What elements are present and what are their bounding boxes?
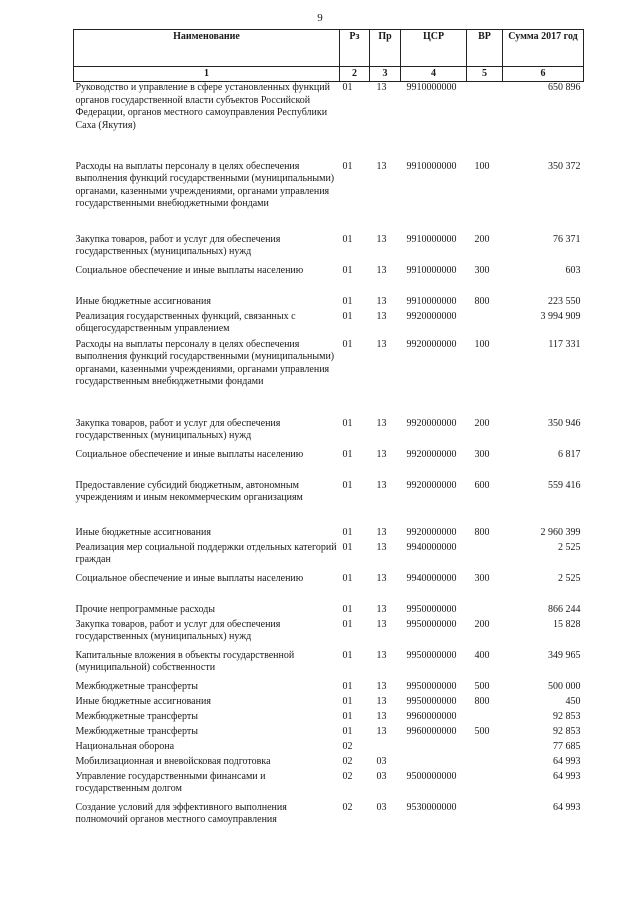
cell-name: Руководство и управление в сфере установленных функций органов государственной власти субъектов Российской Федерации, органов местного самоуправления Республики Саха (Якутия)	[75, 82, 330, 131]
cell-name: Закупка товаров, работ и услуг для обеспечения государственных (муниципальных) нужд	[75, 618, 281, 642]
cell-sum: 92 853	[553, 710, 581, 722]
table-row	[74, 418, 584, 449]
cell-pr: 13	[376, 160, 387, 172]
cell-rz: 01	[342, 310, 353, 322]
cell-rz: 02	[342, 801, 353, 813]
cell-name: Иные бюджетные ассигнования	[75, 695, 211, 707]
cell-sum: 64 993	[553, 801, 581, 813]
cell-name: Реализация мер социальной поддержки отдельных категорий граждан	[75, 541, 337, 565]
cell-vr: 200	[474, 618, 490, 630]
cell-pr: 13	[376, 572, 387, 584]
cell-sum: 117 331	[548, 338, 581, 350]
cell-pr: 13	[376, 82, 387, 93]
cell-rz: 01	[342, 710, 353, 722]
table-row	[74, 296, 584, 311]
table-row	[74, 339, 584, 418]
cell-rz: 01	[342, 695, 353, 707]
cell-vr: 200	[474, 233, 490, 245]
cell-name: Создание условий для эффективного выполнения полномочий органов местного самоуправления	[75, 801, 287, 825]
cell-csr: 9920000000	[406, 448, 457, 460]
cell-sum: 64 993	[553, 755, 581, 767]
cell-name: Закупка товаров, работ и услуг для обеспечения государственных (муниципальных) нужд	[75, 233, 281, 257]
cell-sum: 2 525	[558, 541, 581, 553]
cell-rz: 01	[342, 82, 353, 93]
table-row	[74, 619, 584, 650]
budget-table	[73, 29, 584, 833]
cell-vr: 200	[474, 417, 490, 429]
table-row	[74, 480, 584, 527]
cell-vr	[467, 604, 503, 619]
cell-sum: 500 000	[548, 680, 581, 692]
cell-name: Расходы на выплаты персоналу в целях обеспечения выполнения функций государственными (муниципальными) органами, казенными учреждениями, органами управления государственным внебюджетными фондами	[75, 338, 335, 387]
table-row	[74, 650, 584, 681]
column-number: 2	[340, 67, 370, 82]
cell-rz: 01	[342, 541, 353, 553]
cell-name: Межбюджетные трансферты	[75, 710, 198, 722]
cell-rz: 01	[342, 417, 353, 429]
cell-rz: 01	[342, 448, 353, 460]
table-row	[74, 82, 584, 161]
cell-name: Закупка товаров, работ и услуг для обеспечения государственных (муниципальных) нужд	[75, 417, 281, 441]
cell-pr: 13	[376, 295, 387, 307]
cell-csr: 9910000000	[406, 264, 457, 276]
table-row	[74, 726, 584, 741]
cell-vr	[467, 756, 503, 771]
cell-pr: 13	[376, 264, 387, 276]
cell-vr: 800	[474, 695, 490, 707]
cell-rz: 01	[342, 479, 353, 491]
cell-vr: 800	[474, 295, 490, 307]
table-row	[74, 573, 584, 604]
table-row	[74, 311, 584, 339]
cell-pr: 13	[376, 233, 387, 245]
cell-csr: 9950000000	[406, 680, 457, 692]
cell-name: Иные бюджетные ассигнования	[75, 526, 211, 538]
cell-vr: 100	[474, 160, 490, 172]
cell-rz: 01	[342, 233, 353, 245]
cell-pr: 13	[376, 710, 387, 722]
column-number: 6	[503, 67, 584, 82]
cell-csr: 9910000000	[406, 295, 457, 307]
cell-pr: 13	[376, 417, 387, 429]
cell-vr: 400	[474, 649, 490, 661]
cell-csr: 9950000000	[406, 649, 457, 661]
header-csr: ЦСР	[401, 30, 467, 67]
cell-vr: 300	[474, 448, 490, 460]
cell-csr: 9960000000	[406, 710, 457, 722]
cell-sum: 76 371	[553, 233, 581, 245]
cell-vr	[467, 711, 503, 726]
cell-name: Иные бюджетные ассигнования	[75, 295, 211, 307]
cell-sum: 64 993	[553, 770, 581, 782]
cell-name: Межбюджетные трансферты	[75, 725, 198, 737]
cell-rz: 01	[342, 725, 353, 737]
cell-vr: 600	[474, 479, 490, 491]
cell-pr: 03	[376, 801, 387, 813]
cell-sum: 650 896	[548, 82, 581, 93]
cell-sum: 92 853	[553, 725, 581, 737]
cell-csr	[401, 756, 467, 771]
header-pr: Пр	[370, 30, 401, 67]
cell-csr: 9940000000	[406, 541, 457, 553]
cell-pr: 13	[376, 541, 387, 553]
table-row	[74, 449, 584, 480]
cell-vr: 300	[474, 572, 490, 584]
cell-pr: 03	[376, 755, 387, 767]
cell-name: Межбюджетные трансферты	[75, 680, 198, 692]
cell-vr	[467, 82, 503, 161]
cell-name: Капитальные вложения в объекты государственной (муниципальной) собственности	[75, 649, 295, 673]
cell-rz: 01	[342, 295, 353, 307]
cell-pr	[370, 741, 401, 756]
cell-sum: 350 946	[548, 417, 581, 429]
cell-csr: 9950000000	[406, 618, 457, 630]
cell-vr	[467, 771, 503, 802]
cell-name: Национальная оборона	[75, 740, 175, 752]
cell-vr	[467, 741, 503, 756]
cell-sum: 866 244	[548, 603, 581, 615]
cell-pr: 03	[376, 770, 387, 782]
cell-name: Расходы на выплаты персоналу в целях обеспечения выполнения функций государственными (муниципальными) органами, казенными учреждениями, органами управления государственными внебюджетными фондами	[75, 160, 335, 209]
cell-csr	[401, 741, 467, 756]
header-vr: ВР	[467, 30, 503, 67]
cell-name: Реализация государственных функций, связанных с общегосударственным управлением	[75, 310, 296, 334]
cell-csr: 9920000000	[406, 526, 457, 538]
cell-rz: 01	[342, 160, 353, 172]
cell-pr: 13	[376, 695, 387, 707]
cell-csr: 9910000000	[406, 160, 457, 172]
cell-sum: 450	[565, 695, 581, 707]
cell-vr: 500	[474, 680, 490, 692]
table-row	[74, 696, 584, 711]
cell-csr: 9940000000	[406, 572, 457, 584]
cell-vr: 500	[474, 725, 490, 737]
cell-name: Социальное обеспечение и иные выплаты населению	[75, 448, 304, 460]
table-row	[74, 741, 584, 756]
cell-pr: 13	[376, 725, 387, 737]
table-row	[74, 681, 584, 696]
cell-name: Социальное обеспечение и иные выплаты населению	[75, 572, 304, 584]
cell-rz: 01	[342, 264, 353, 276]
table-row	[74, 756, 584, 771]
cell-vr	[467, 542, 503, 573]
cell-sum: 2 960 399	[540, 526, 581, 538]
cell-name: Прочие непрограммные расходы	[75, 603, 216, 615]
column-number: 5	[467, 67, 503, 82]
cell-pr: 13	[376, 618, 387, 630]
cell-csr: 9500000000	[406, 770, 457, 782]
cell-pr: 13	[376, 649, 387, 661]
table-row	[74, 711, 584, 726]
cell-csr: 9960000000	[406, 725, 457, 737]
table-header-row	[74, 30, 584, 67]
cell-rz: 01	[342, 649, 353, 661]
cell-rz: 02	[342, 740, 353, 752]
cell-csr: 9910000000	[406, 233, 457, 245]
cell-rz: 01	[342, 603, 353, 615]
cell-pr: 13	[376, 448, 387, 460]
cell-csr: 9920000000	[406, 338, 457, 350]
table-row	[74, 771, 584, 802]
table-row	[74, 542, 584, 573]
table-row	[74, 527, 584, 542]
cell-pr: 13	[376, 338, 387, 350]
cell-sum: 15 828	[553, 618, 581, 630]
column-number: 3	[370, 67, 401, 82]
table-body	[74, 82, 584, 833]
table-row	[74, 265, 584, 296]
header-name: Наименование	[74, 30, 340, 67]
table-row	[74, 161, 584, 234]
cell-vr	[467, 311, 503, 339]
cell-csr: 9950000000	[406, 603, 457, 615]
cell-vr: 100	[474, 338, 490, 350]
cell-pr: 13	[376, 680, 387, 692]
cell-sum: 2 525	[558, 572, 581, 584]
cell-name: Предоставление субсидий бюджетным, автономным учреждениям и иным некоммерческим организациям	[75, 479, 303, 503]
cell-csr: 9530000000	[406, 801, 457, 813]
cell-sum: 349 965	[548, 649, 581, 661]
cell-name: Мобилизационная и вневойсковая подготовка	[75, 755, 271, 767]
cell-sum: 350 372	[548, 160, 581, 172]
cell-sum: 3 994 909	[540, 310, 581, 322]
table-row	[74, 234, 584, 265]
table-row	[74, 802, 584, 833]
cell-vr: 800	[474, 526, 490, 538]
cell-sum: 6 817	[558, 448, 581, 460]
column-number: 4	[401, 67, 467, 82]
cell-rz: 01	[342, 526, 353, 538]
cell-csr: 9920000000	[406, 417, 457, 429]
cell-pr: 13	[376, 526, 387, 538]
cell-csr: 9950000000	[406, 695, 457, 707]
cell-sum: 559 416	[548, 479, 581, 491]
table-row	[74, 604, 584, 619]
cell-csr: 9920000000	[406, 310, 457, 322]
cell-sum: 603	[565, 264, 581, 276]
cell-pr: 13	[376, 310, 387, 322]
header-sum: Сумма 2017 год	[503, 30, 584, 67]
cell-rz: 02	[342, 755, 353, 767]
cell-pr: 13	[376, 479, 387, 491]
cell-name: Социальное обеспечение и иные выплаты населению	[75, 264, 304, 276]
cell-rz: 01	[342, 572, 353, 584]
cell-vr	[467, 802, 503, 833]
page-number: 9	[317, 12, 323, 24]
cell-rz: 01	[342, 338, 353, 350]
header-rz: Рз	[340, 30, 370, 67]
cell-csr: 9920000000	[406, 479, 457, 491]
cell-csr: 9910000000	[406, 82, 457, 93]
cell-pr: 13	[376, 603, 387, 615]
cell-sum: 77 685	[553, 740, 581, 752]
cell-sum: 223 550	[548, 295, 581, 307]
column-number: 1	[74, 67, 340, 82]
cell-rz: 01	[342, 680, 353, 692]
column-number-row	[74, 67, 584, 82]
cell-name: Управление государственными финансами и государственным долгом	[75, 770, 266, 794]
cell-rz: 01	[342, 618, 353, 630]
cell-rz: 02	[342, 770, 353, 782]
cell-vr: 300	[474, 264, 490, 276]
